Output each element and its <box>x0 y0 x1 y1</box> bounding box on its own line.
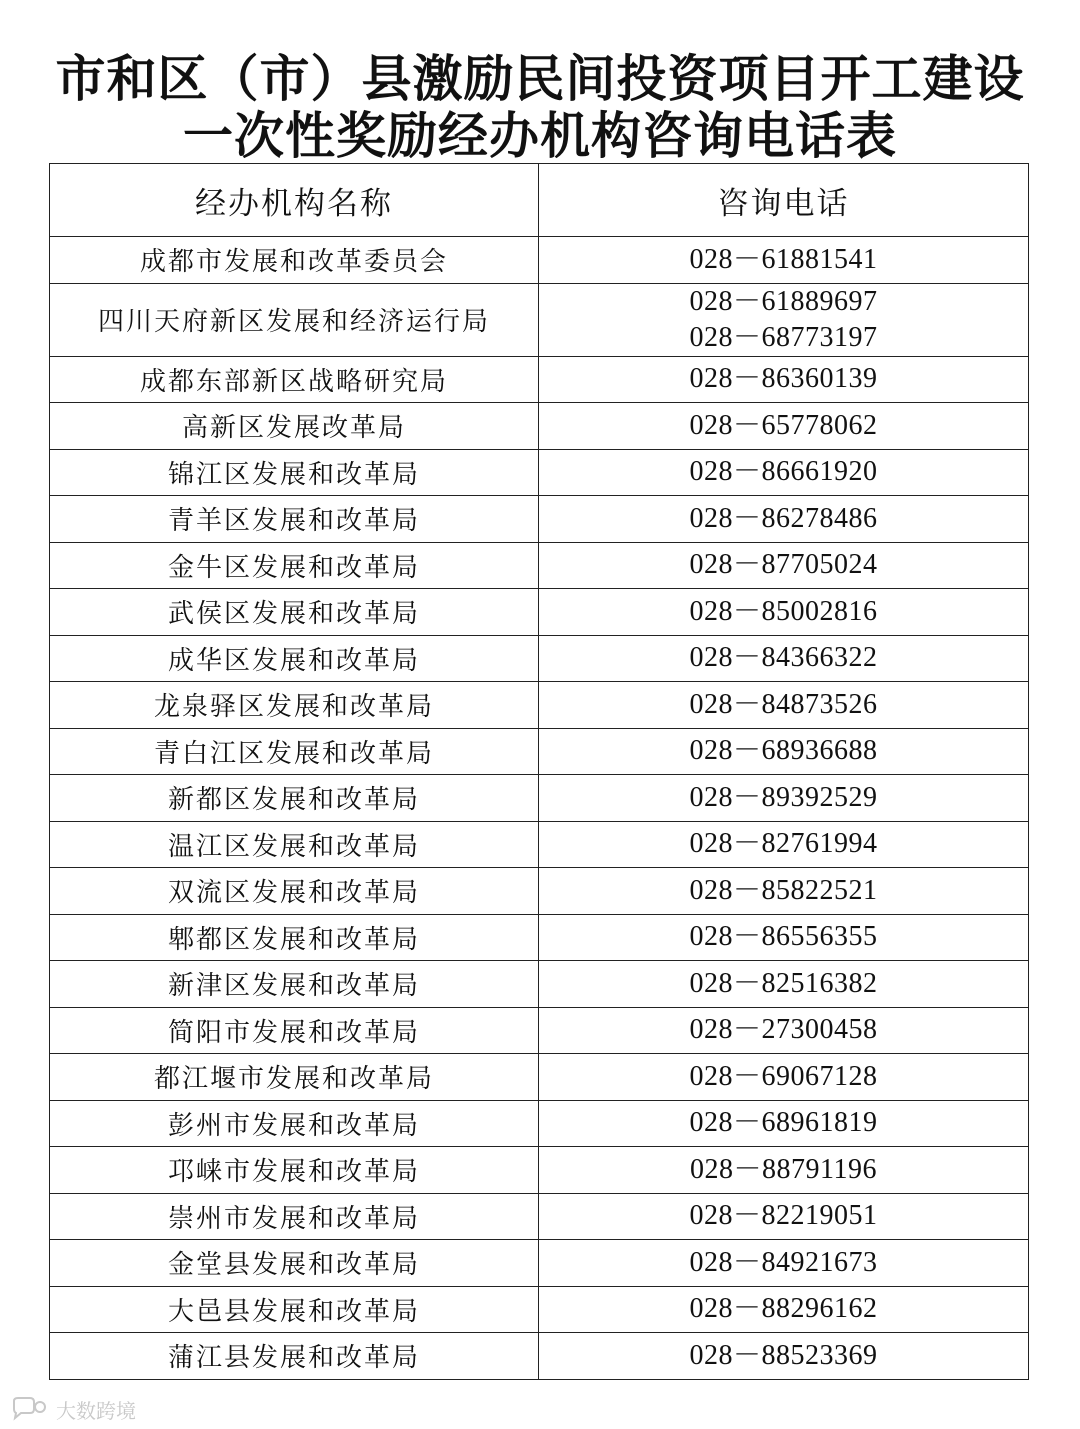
table-row <box>50 589 1029 636</box>
agency-name-cell: 四川天府新区发展和经济运行局 <box>50 283 539 356</box>
phone-number: 028－85822521 <box>689 874 878 906</box>
table-row <box>50 356 1029 403</box>
phone-cell <box>539 449 1029 496</box>
phone-cell <box>539 914 1029 961</box>
phone-number: 028－84921673 <box>689 1246 878 1278</box>
phone-cell <box>539 283 1029 356</box>
agency-name-cell: 成华区发展和改革局 <box>50 635 539 682</box>
table-row <box>50 283 1029 356</box>
phone-cell <box>539 403 1029 450</box>
table-row <box>50 1007 1029 1054</box>
phone-cell <box>539 728 1029 775</box>
phone-number: 028－86360139 <box>689 363 878 395</box>
page-title-line-1: 市和区（市）县激励民间投资项目开工建设 <box>55 50 1025 108</box>
phone-number: 028－68961819 <box>689 1107 878 1139</box>
table-row <box>50 1147 1029 1194</box>
agency-name-cell: 蒲江县发展和改革局 <box>50 1333 539 1380</box>
column-header-agency: 经办机构名称 <box>50 164 539 237</box>
phone-number: 028－87705024 <box>689 549 878 581</box>
phone-cell <box>539 635 1029 682</box>
agency-name-cell: 邛崃市发展和改革局 <box>50 1147 539 1194</box>
table-body <box>50 237 1029 1380</box>
phone-cell <box>539 1193 1029 1240</box>
table-row <box>50 868 1029 915</box>
phone-number: 028－82516382 <box>689 967 878 999</box>
table-row <box>50 1100 1029 1147</box>
phone-cell <box>539 1240 1029 1287</box>
phone-number: 028－65778062 <box>689 409 878 441</box>
phone-cell <box>539 868 1029 915</box>
phone-cell <box>539 1286 1029 1333</box>
phone-cell <box>539 775 1029 822</box>
table-row <box>50 496 1029 543</box>
phone-cell <box>539 542 1029 589</box>
table-row <box>50 961 1029 1008</box>
agency-name-cell: 大邑县发展和改革局 <box>50 1286 539 1333</box>
phone-cell <box>539 682 1029 729</box>
phone-cell <box>539 237 1029 284</box>
agency-name-cell: 高新区发展改革局 <box>50 403 539 450</box>
phone-number: 028－86278486 <box>689 502 878 534</box>
phone-number: 028－85002816 <box>689 595 878 627</box>
agency-name-cell: 郫都区发展和改革局 <box>50 914 539 961</box>
agency-name-cell: 新津区发展和改革局 <box>50 961 539 1008</box>
table-row <box>50 1240 1029 1287</box>
agency-name-cell: 都江堰市发展和改革局 <box>50 1054 539 1101</box>
phone-cell <box>539 1100 1029 1147</box>
table-row <box>50 1193 1029 1240</box>
phone-number: 028－88296162 <box>689 1293 878 1325</box>
agency-name-cell: 武侯区发展和改革局 <box>50 589 539 636</box>
phone-number: 028－69067128 <box>689 1060 878 1092</box>
table-row <box>50 1054 1029 1101</box>
agency-name-cell: 金牛区发展和改革局 <box>50 542 539 589</box>
phone-cell <box>539 496 1029 543</box>
table-row <box>50 914 1029 961</box>
page-title-line-2: 一次性奖励经办机构咨询电话表 <box>183 107 897 165</box>
phone-cell <box>539 1007 1029 1054</box>
phone-number: 028－82761994 <box>689 828 878 860</box>
agency-name-cell: 简阳市发展和改革局 <box>50 1007 539 1054</box>
table-row <box>50 821 1029 868</box>
phone-number: 028－86661920 <box>689 456 878 488</box>
phone-number: 028－61881541 <box>689 243 878 275</box>
table-row <box>50 403 1029 450</box>
agency-name-cell: 双流区发展和改革局 <box>50 868 539 915</box>
agency-name-cell: 成都市发展和改革委员会 <box>50 237 539 284</box>
column-header-phone: 咨询电话 <box>539 164 1029 237</box>
agency-name-cell: 青羊区发展和改革局 <box>50 496 539 543</box>
table-row <box>50 449 1029 496</box>
phone-cell <box>539 821 1029 868</box>
table-row <box>50 542 1029 589</box>
agency-name-cell: 成都东部新区战略研究局 <box>50 356 539 403</box>
phone-number: 028－61889697 <box>689 285 878 317</box>
phone-number: 028－82219051 <box>689 1200 878 1232</box>
watermark-text: 大数跨境 <box>56 1398 136 1423</box>
agency-name-cell: 青白江区发展和改革局 <box>50 728 539 775</box>
agency-name-cell: 龙泉驿区发展和改革局 <box>50 682 539 729</box>
table-row <box>50 1333 1029 1380</box>
phone-number: 028－88523369 <box>689 1339 878 1371</box>
table-row <box>50 237 1029 284</box>
agency-name-cell: 金堂县发展和改革局 <box>50 1240 539 1287</box>
phone-number: 028－68936688 <box>689 735 878 767</box>
agency-name-cell: 温江区发展和改革局 <box>50 821 539 868</box>
phone-number: 028－86556355 <box>689 921 878 953</box>
contact-table <box>49 163 1029 1380</box>
phone-number: 028－89392529 <box>689 781 878 813</box>
table-row <box>50 635 1029 682</box>
watermark <box>10 1394 136 1424</box>
table-row <box>50 1286 1029 1333</box>
phone-cell <box>539 1054 1029 1101</box>
agency-name-cell: 新都区发展和改革局 <box>50 775 539 822</box>
agency-name-cell: 锦江区发展和改革局 <box>50 449 539 496</box>
phone-number: 028－84873526 <box>689 688 878 720</box>
chat-bubble-logo-icon <box>10 1397 50 1421</box>
phone-number: 028－88791196 <box>690 1153 877 1185</box>
phone-cell <box>539 356 1029 403</box>
phone-cell <box>539 589 1029 636</box>
phone-cell <box>539 961 1029 1008</box>
phone-number: 028－84366322 <box>689 642 878 674</box>
table-row <box>50 682 1029 729</box>
phone-number: 028－27300458 <box>689 1014 878 1046</box>
table-row <box>50 775 1029 822</box>
agency-name-cell: 彭州市发展和改革局 <box>50 1100 539 1147</box>
agency-name-cell: 崇州市发展和改革局 <box>50 1193 539 1240</box>
phone-cell <box>539 1333 1029 1380</box>
phone-number: 028－68773197 <box>689 321 878 353</box>
phone-cell <box>539 1147 1029 1194</box>
table-row <box>50 728 1029 775</box>
